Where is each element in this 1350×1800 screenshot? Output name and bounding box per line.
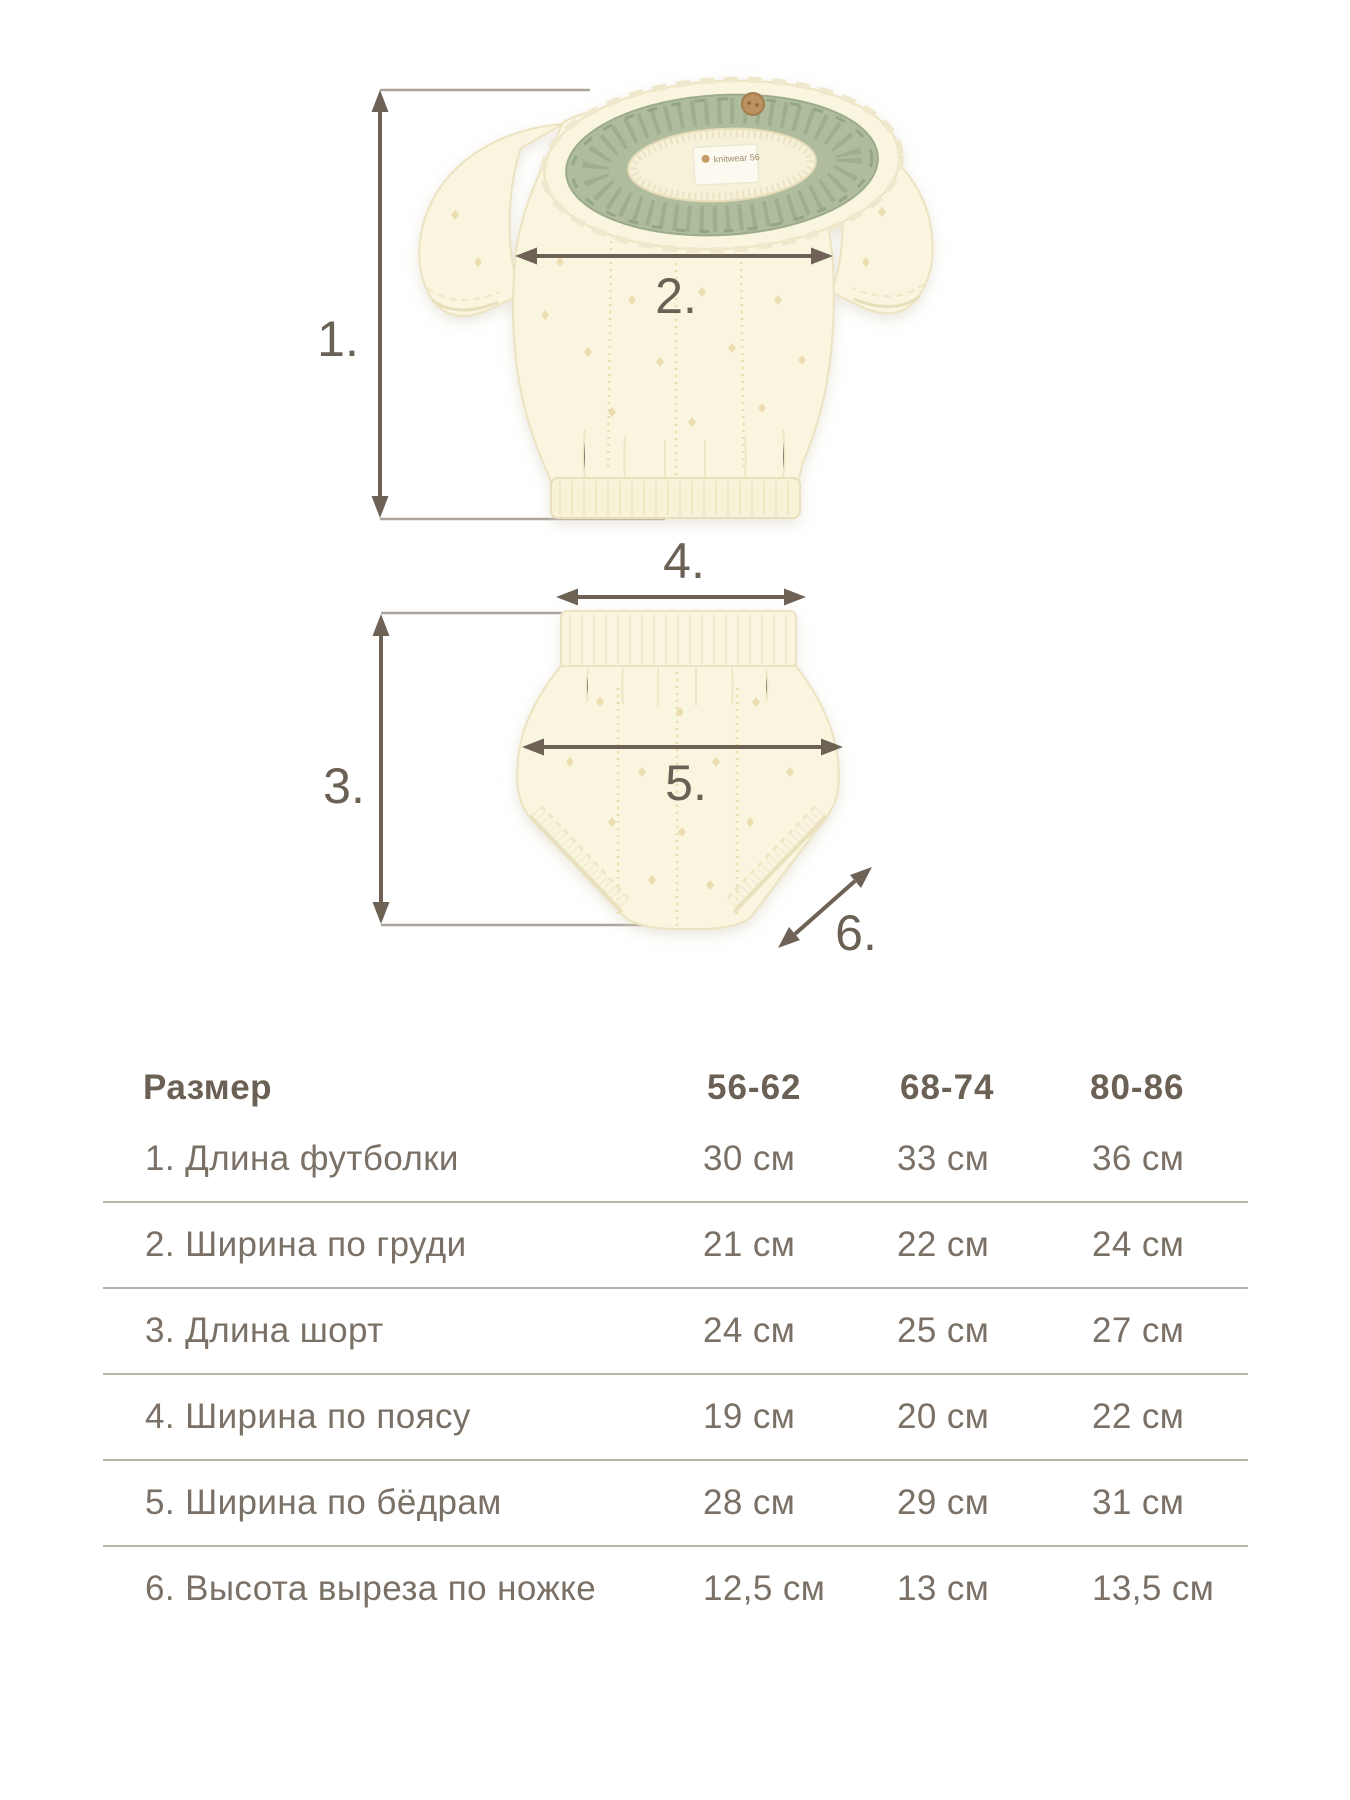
size-table-header bbox=[103, 1050, 1248, 1117]
row-value: 12,5 см bbox=[703, 1569, 826, 1608]
row-label: 1. Длина футболки bbox=[145, 1139, 459, 1178]
row-value: 30 см bbox=[703, 1139, 796, 1178]
row-value: 22 см bbox=[897, 1225, 990, 1264]
table-row-shorts-length bbox=[103, 1289, 1248, 1375]
row-value: 19 см bbox=[703, 1397, 796, 1436]
size-table-title: Размер bbox=[143, 1068, 273, 1107]
row-value: 33 см bbox=[897, 1139, 990, 1178]
row-value: 22 см bbox=[1092, 1397, 1185, 1436]
row-value: 24 см bbox=[703, 1311, 796, 1350]
dimension-arrow-4 bbox=[556, 589, 806, 606]
size-column-68-74: 68-74 bbox=[900, 1068, 995, 1107]
row-label: 2. Ширина по груди bbox=[145, 1225, 467, 1264]
dimension-arrow-3 bbox=[373, 614, 390, 924]
row-label: 5. Ширина по бёдрам bbox=[145, 1483, 502, 1522]
row-value: 28 см bbox=[703, 1483, 796, 1522]
size-column-80-86: 80-86 bbox=[1090, 1068, 1185, 1107]
table-row-waist-width bbox=[103, 1375, 1248, 1461]
dimension-label-1: 1. bbox=[317, 311, 359, 367]
row-value: 21 см bbox=[703, 1225, 796, 1264]
size-column-56-62: 56-62 bbox=[707, 1068, 802, 1107]
row-label: 3. Длина шорт bbox=[145, 1311, 384, 1350]
tee-neck-tag bbox=[693, 144, 761, 185]
tag-text: knitwear 56 bbox=[713, 152, 760, 165]
shoulder-button bbox=[742, 93, 764, 115]
dimension-label-6: 6. bbox=[835, 905, 877, 961]
row-value: 27 см bbox=[1092, 1311, 1185, 1350]
dimension-label-2: 2. bbox=[655, 268, 697, 324]
tee-hem-ribbing bbox=[551, 478, 800, 518]
bloomers-waistband bbox=[561, 611, 796, 667]
row-value: 24 см bbox=[1092, 1225, 1185, 1264]
dimension-label-4: 4. bbox=[663, 533, 705, 589]
table-row-chest-width bbox=[103, 1203, 1248, 1289]
row-value: 29 см bbox=[897, 1483, 990, 1522]
dimension-label-3: 3. bbox=[323, 758, 365, 814]
row-value: 13 см bbox=[897, 1569, 990, 1608]
table-row-hip-width bbox=[103, 1461, 1248, 1547]
table-row-tee-length bbox=[103, 1117, 1248, 1203]
table-row-leg-cut-height bbox=[103, 1547, 1248, 1631]
row-value: 36 см bbox=[1092, 1139, 1185, 1178]
row-value: 31 см bbox=[1092, 1483, 1185, 1522]
row-value: 13,5 см bbox=[1092, 1569, 1215, 1608]
row-label: 6. Высота выреза по ножке bbox=[145, 1569, 597, 1608]
row-value: 25 см bbox=[897, 1311, 990, 1350]
size-table bbox=[103, 1050, 1248, 1631]
row-value: 20 см bbox=[897, 1397, 990, 1436]
row-label: 4. Ширина по поясу bbox=[145, 1397, 471, 1436]
dimension-label-5: 5. bbox=[665, 755, 707, 811]
dimension-arrow-1 bbox=[372, 90, 389, 518]
